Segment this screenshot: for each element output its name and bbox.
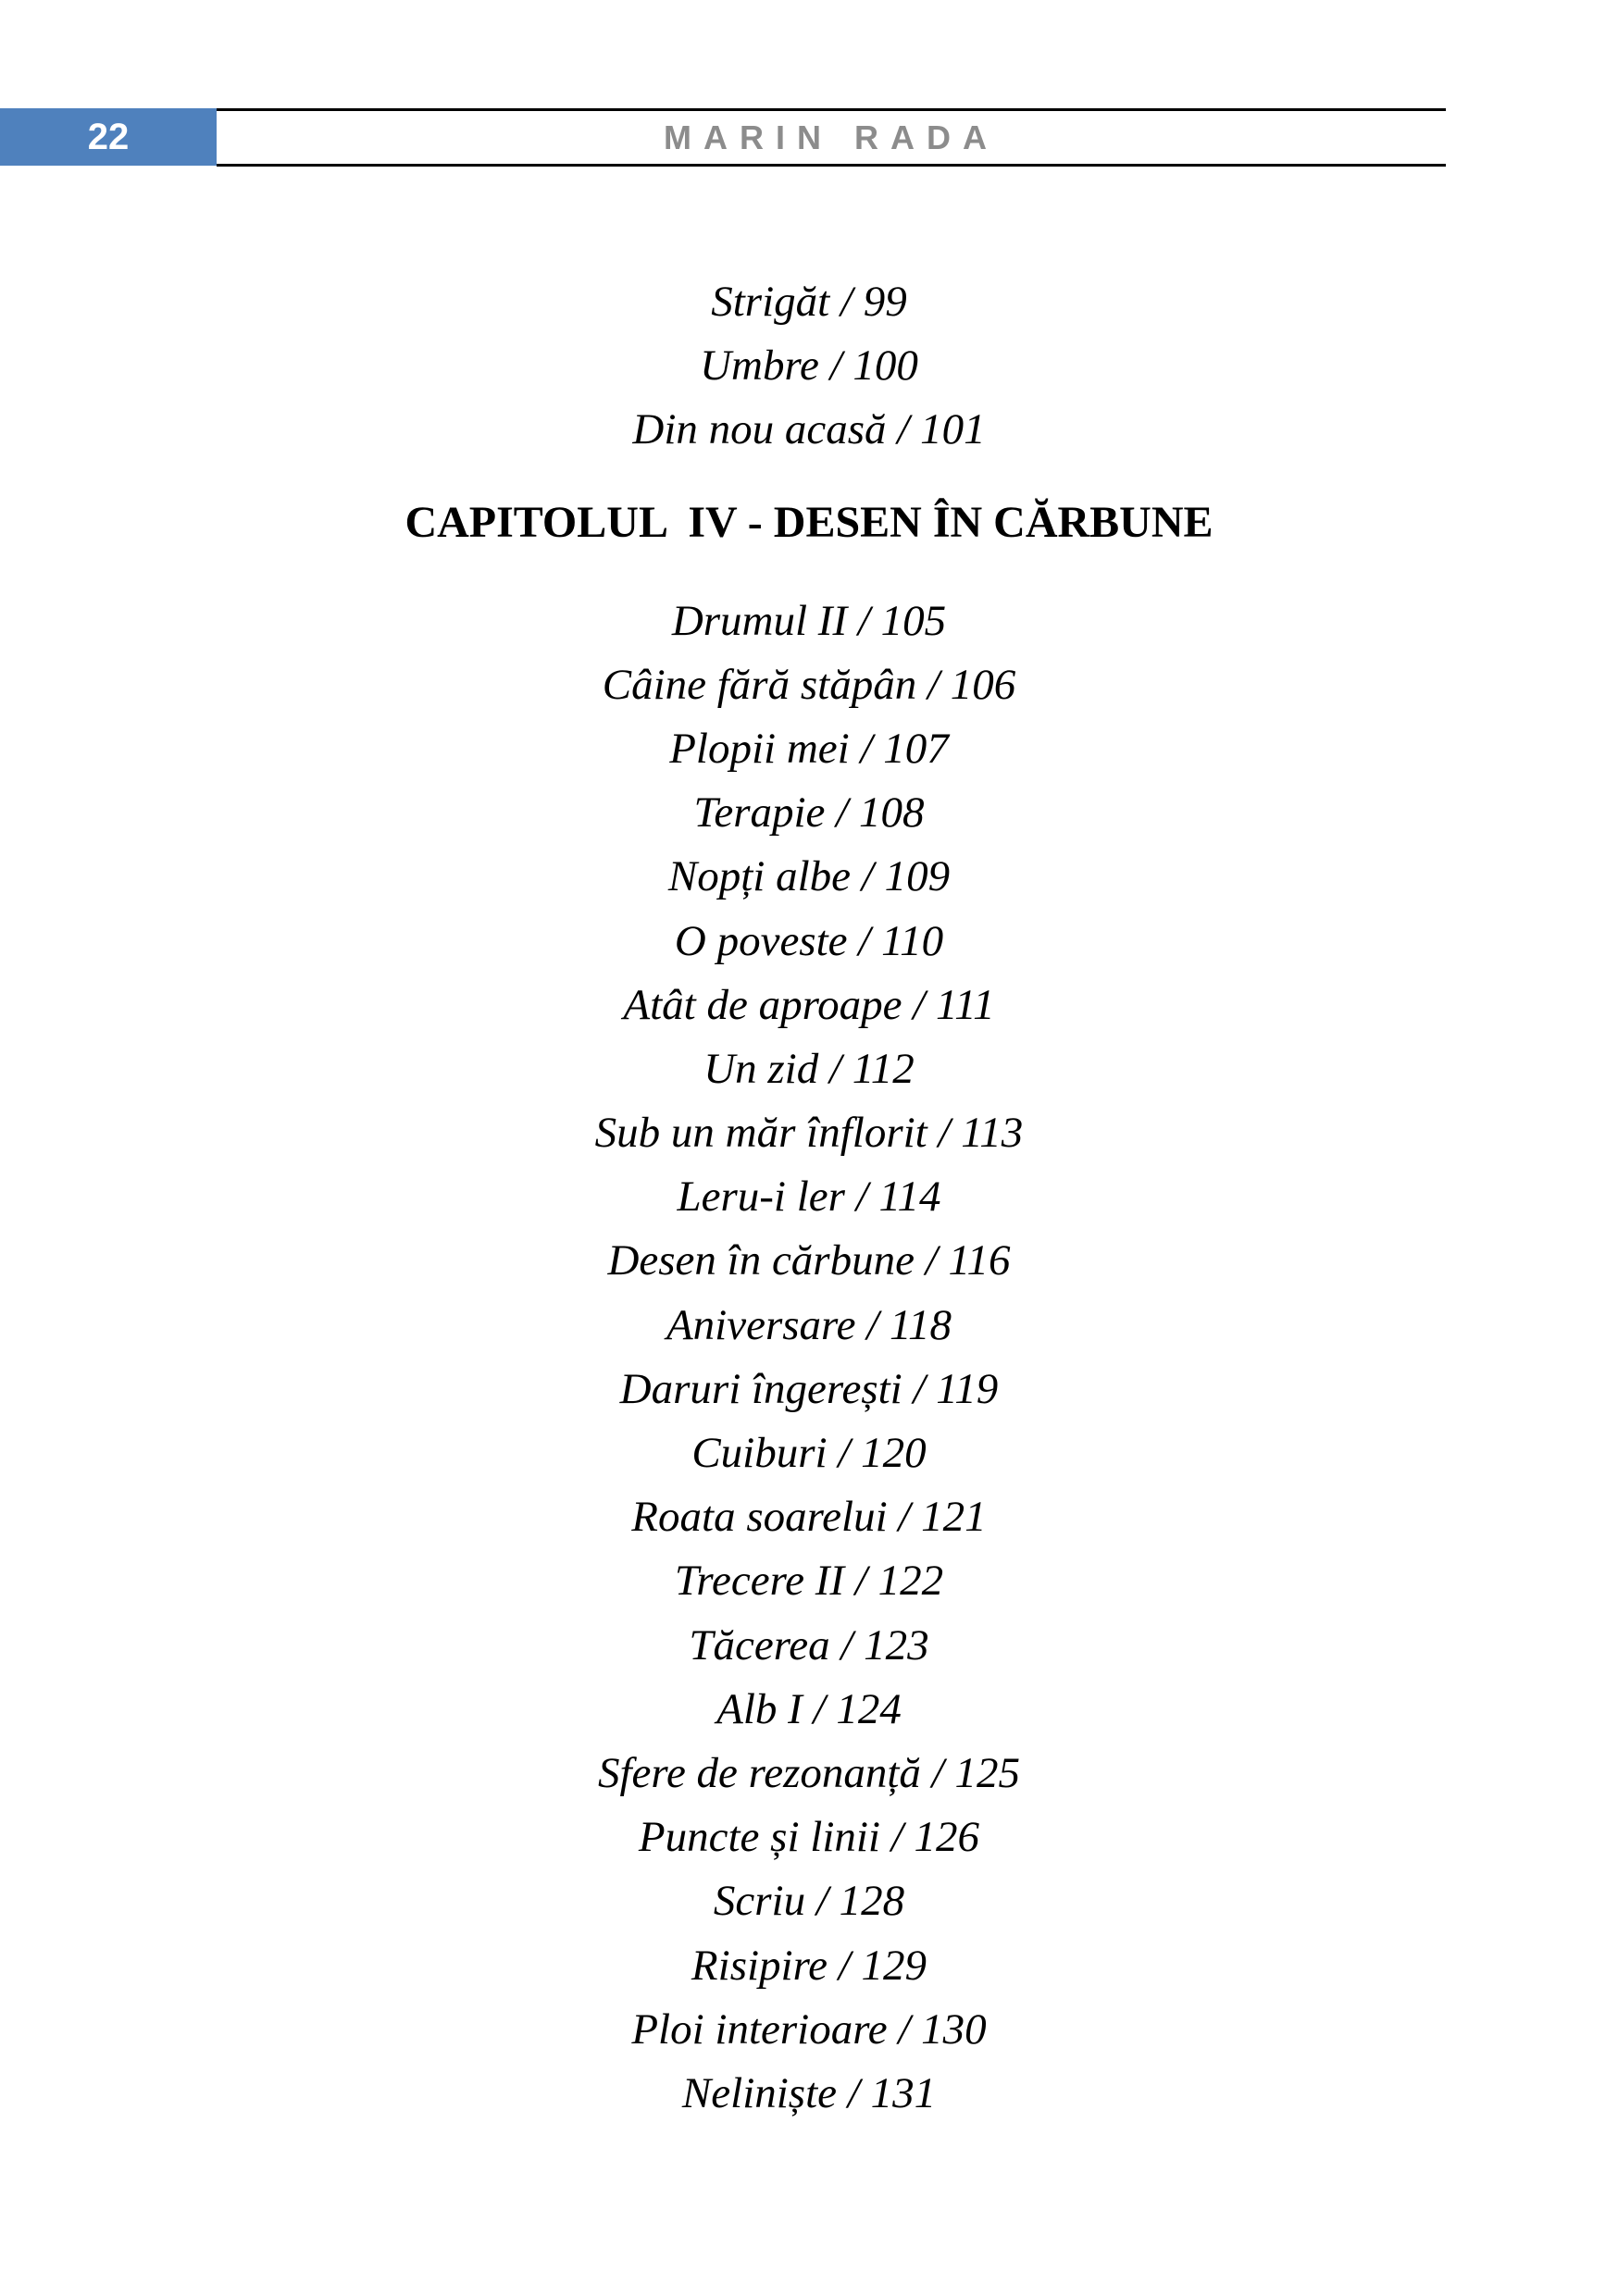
toc-entry: Terapie / 108: [693, 788, 925, 838]
toc-entry: Puncte și linii / 126: [638, 1813, 980, 1862]
toc-entry: Scriu / 128: [713, 1877, 905, 1926]
toc-entry: Sub un măr înflorit / 113: [594, 1109, 1024, 1158]
toc-entry: Neliniște / 131: [681, 2068, 937, 2117]
toc-entry: Sfere de rezonanță / 125: [597, 1748, 1020, 1797]
page-number: 22: [87, 117, 130, 157]
toc-entry: Cuiburi / 120: [691, 1429, 927, 1477]
toc-entry: Nopți albe / 109: [667, 852, 951, 901]
toc-entry: Roata soarelui / 121: [631, 1493, 987, 1542]
running-head-author: MARIN RADA: [664, 118, 999, 156]
toc-entry: Umbre / 100: [700, 341, 918, 391]
toc-entry: Un zid / 112: [703, 1044, 915, 1093]
toc-entry: Din nou acasă / 101: [632, 405, 986, 454]
toc-entry: O poveste / 110: [674, 916, 944, 965]
toc-entry: Trecere II / 122: [674, 1557, 944, 1606]
toc-entry: Risipire / 129: [691, 1941, 927, 1990]
toc-entry: Daruri îngerești / 119: [619, 1364, 999, 1413]
toc-entry: Ploi interioare / 130: [631, 2004, 987, 2054]
header-rule-bottom: [217, 164, 1446, 167]
table-of-contents: [217, 270, 1401, 2126]
toc-entry: Leru-i ler / 114: [677, 1173, 941, 1222]
toc-entry: Desen în cărbune / 116: [607, 1236, 1011, 1285]
toc-entry: Strigăt / 99: [711, 278, 907, 326]
toc-entry: Aniversare / 118: [666, 1300, 952, 1349]
toc-entry: Câine fără stăpân / 106: [602, 660, 1016, 709]
toc-entry: Drumul II / 105: [671, 596, 947, 645]
toc-entry: Alb I / 124: [716, 1684, 902, 1733]
chapter-heading: CAPITOLUL IV - DESEN ÎN CĂRBUNE: [404, 497, 1214, 547]
toc-entry: Atât de aproape / 111: [623, 980, 995, 1029]
toc-entry: Tăcerea / 123: [689, 1620, 929, 1669]
toc-entry: Plopii mei / 107: [669, 724, 949, 773]
